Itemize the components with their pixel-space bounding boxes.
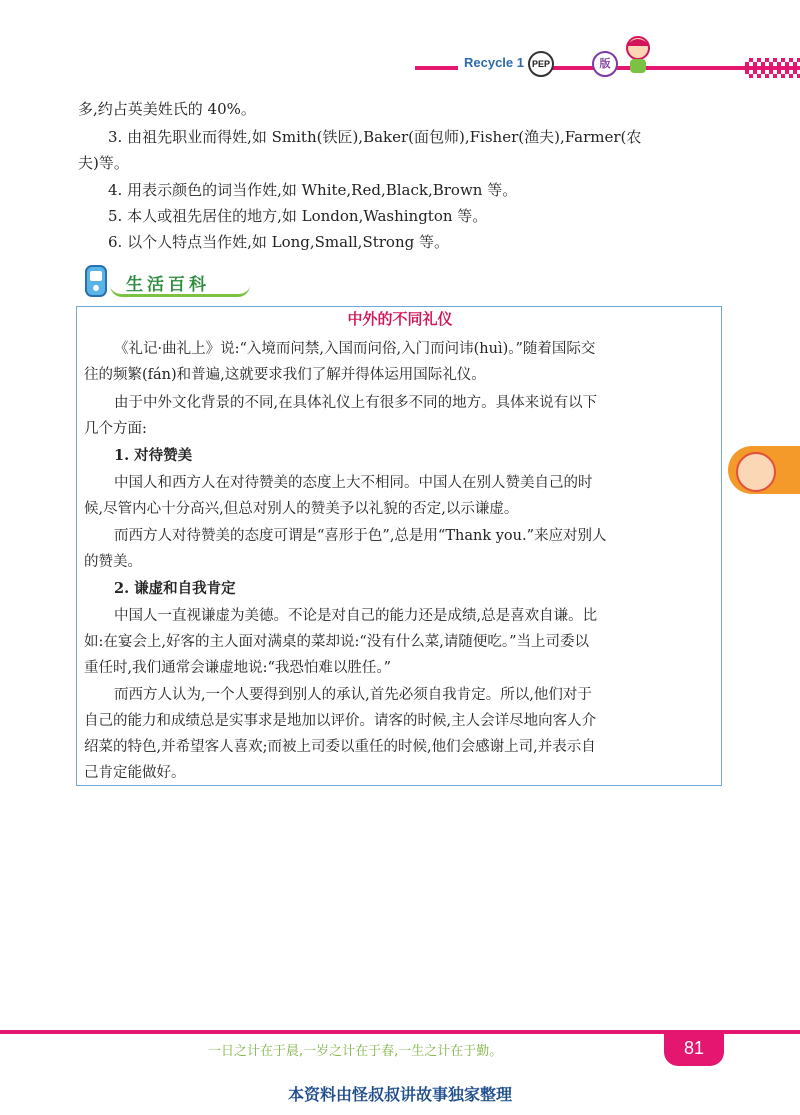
box-line: 自己的能力和成绩总是实事求是地加以评价。请客的时候,主人会详尽地向客人介 [84, 713, 597, 729]
box-line: 中国人一直视谦虚为美德。不论是对自己的能力还是成绩,总是喜欢自谦。比 [114, 608, 598, 624]
box-line: 重任时,我们通常会谦虚地说:“我恐怕难以胜任。” [84, 660, 392, 676]
page-header [0, 0, 800, 90]
box-line: 由于中外文化背景的不同,在具体礼仪上有很多不同的地方。具体来说有以下 [114, 395, 598, 411]
section-header [80, 262, 260, 300]
section-label: 生活百科 [126, 275, 210, 295]
box-heading-2: 2. 谦虚和自我肯定 [114, 580, 236, 597]
box-line: 的赞美。 [84, 554, 142, 570]
intro-line-1: 多,约占英美姓氏的 40%。 [78, 100, 256, 118]
intro-line-5: 5. 本人或祖先居住的地方,如 London,Washington 等。 [108, 207, 488, 225]
footer-motto: 一日之计在于晨,一岁之计在于春,一生之计在于勤。 [208, 1044, 503, 1059]
edition-badge: 版 [592, 51, 618, 77]
intro-line-6: 6. 以个人特点当作姓,如 Long,Small,Strong 等。 [108, 233, 449, 251]
box-line: 如:在宴会上,好客的主人面对满桌的菜却说:“没有什么菜,请随便吃。”当上司委以 [84, 634, 590, 650]
intro-line-4: 4. 用表示颜色的词当作姓,如 White,Red,Black,Brown 等。 [108, 181, 518, 199]
unit-title: Recycle 1 [458, 55, 530, 70]
checker-decoration [745, 58, 800, 78]
side-tab [728, 446, 800, 494]
mascot-face-icon [736, 452, 776, 492]
box-line: 候,尽管内心十分高兴,但总对别人的赞美予以礼貌的否定,以示谦虚。 [84, 501, 519, 517]
box-line: 而西方人认为,一个人要得到别人的承认,首先必须自我肯定。所以,他们对于 [114, 687, 592, 703]
box-heading-1: 1. 对待赞美 [114, 447, 193, 464]
box-line: 而西方人对待赞美的态度可谓是“喜形于色”,总是用“Thank you.”来应对别人 [114, 528, 607, 544]
box-line: 己肯定能做好。 [84, 765, 186, 781]
phone-mascot-icon [80, 262, 114, 300]
box-line: 《礼记·曲礼上》说:“入境而问禁,入国而问俗,入门而问讳(huì)。”随着国际交 [114, 341, 596, 357]
box-title: 中外的不同礼仪 [347, 310, 453, 328]
box-line: 往的频繁(fán)和普遍,这就要求我们了解并得体运用国际礼仪。 [84, 367, 486, 383]
box-line: 绍菜的特色,并希望客人喜欢;而被上司委以重任的时候,他们会感谢上司,并表示自 [84, 739, 596, 755]
pep-badge: PEP [528, 51, 554, 77]
box-line: 几个方面: [84, 421, 147, 437]
intro-line-2: 3. 由祖先职业而得姓,如 Smith(铁匠),Baker(面包师),Fisher(渔夫),Farmer(农 [108, 128, 642, 146]
credit-line: 本资料由怪叔叔讲故事独家整理 [287, 1085, 512, 1104]
page-number: 81 [664, 1032, 724, 1066]
mascot-girl-icon [618, 32, 658, 76]
intro-line-3: 夫)等。 [78, 154, 129, 172]
box-line: 中国人和西方人在对待赞美的态度上大不相同。中国人在别人赞美自己的时 [114, 475, 593, 491]
